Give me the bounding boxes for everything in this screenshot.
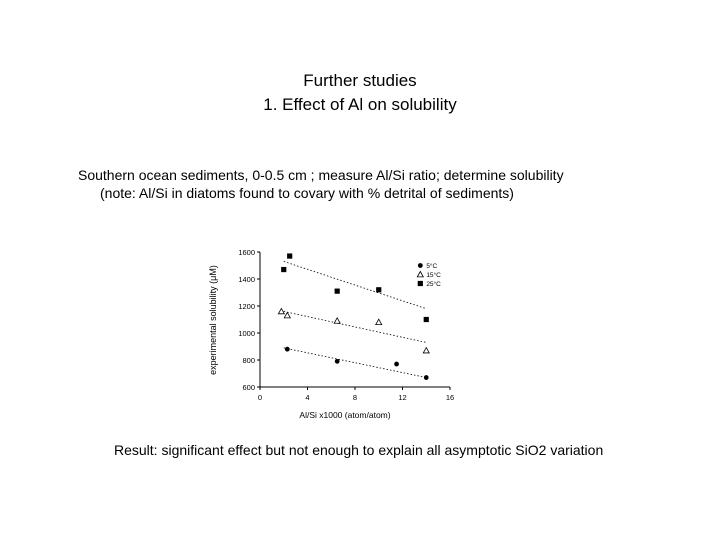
x-tick-label: 8: [352, 393, 358, 402]
trendline: [284, 261, 427, 308]
data-point: [335, 359, 340, 364]
y-tick-label: 1200: [238, 302, 255, 311]
chart-trendlines: [284, 261, 427, 377]
slide-title-line1: Further studies: [303, 71, 417, 90]
x-axis-label: Al/Si x1000 (atom/atom): [299, 410, 391, 420]
description-line2: (note: Al/Si in diatoms found to covary with % detrital of sediments): [100, 185, 514, 201]
y-tick-label: 600: [242, 383, 255, 392]
y-axis-label: experimental solubility (μM): [208, 265, 218, 375]
data-point: [285, 347, 290, 352]
chart-legend: [417, 262, 441, 288]
y-tick-label: 1400: [238, 275, 255, 284]
legend-label: 5°C: [426, 263, 438, 270]
legend-label: 15°C: [426, 272, 441, 279]
trendline: [284, 311, 427, 342]
x-tick-label: 16: [445, 393, 455, 402]
legend-marker: [418, 263, 423, 268]
legend-marker: [418, 281, 423, 286]
legend-marker: [417, 272, 423, 277]
result-text: Result: significant effect but not enough to explain all asymptotic SiO2 variation: [114, 442, 604, 458]
slide-title-line2: 1. Effect of Al on solubility: [263, 95, 457, 114]
chart-points: [278, 253, 429, 380]
y-tick-label: 1600: [238, 248, 255, 257]
x-tick-label: 12: [398, 393, 407, 402]
legend-label: 25°C: [426, 281, 441, 288]
data-point: [376, 287, 381, 292]
data-point: [424, 317, 429, 322]
chart-axes: [260, 252, 450, 387]
data-point: [278, 308, 284, 313]
data-point: [376, 319, 382, 324]
trendline: [284, 348, 427, 378]
description-line1: Southern ocean sediments, 0-0.5 cm ; measure Al/Si ratio; determine solubility: [78, 167, 564, 183]
x-tick-label: 4: [305, 393, 310, 402]
data-point: [335, 289, 340, 294]
y-tick-label: 1000: [238, 329, 255, 338]
x-tick-label: 0: [257, 393, 263, 402]
y-tick-label: 800: [242, 356, 255, 365]
data-point: [423, 348, 429, 353]
data-point: [287, 253, 292, 258]
data-point: [284, 312, 290, 317]
data-point: [334, 318, 340, 323]
data-point: [394, 362, 399, 367]
data-point: [281, 267, 286, 272]
solubility-scatter-chart: [200, 240, 470, 430]
data-point: [424, 375, 429, 380]
